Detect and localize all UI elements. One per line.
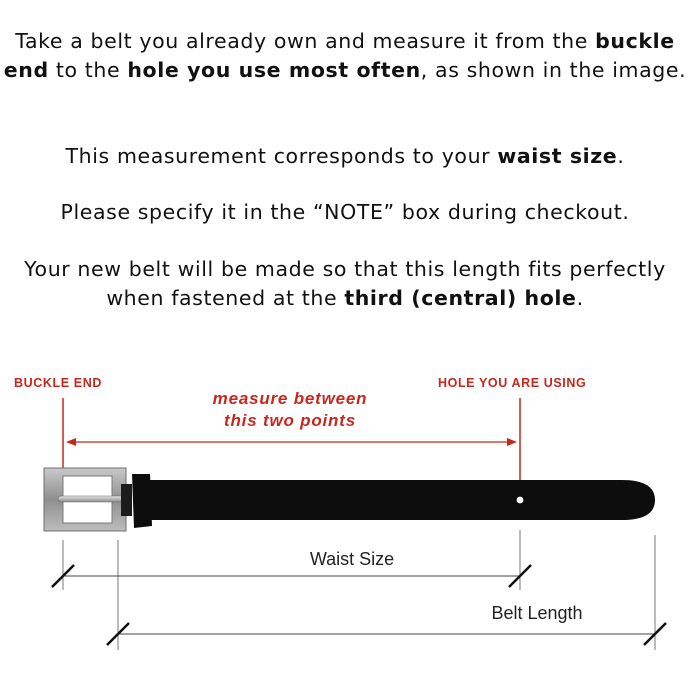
hole-label: HOLE YOU ARE USING: [438, 376, 587, 390]
belt-keeper-loop: [132, 474, 152, 528]
p4-text-1: Your new belt will be made so that this length fits perfectly when fastened at the: [24, 257, 666, 310]
belt-strap-end: [121, 484, 132, 516]
measure-arrow: [66, 438, 517, 446]
measure-label-line-2: this two points: [224, 411, 356, 430]
p1-bold-hole: hole you use most often: [127, 58, 421, 82]
measure-label-line-1: measure between: [212, 389, 368, 408]
instruction-paragraph-measure: [0, 27, 690, 85]
instruction-paragraph-fit: [0, 255, 690, 313]
p4-text-2: .: [576, 286, 584, 310]
waist-size-dimension: [52, 565, 531, 587]
belt-hole: [517, 497, 524, 504]
buckle-end-label: BUCKLE END: [14, 376, 102, 390]
p2-text-2: .: [617, 144, 625, 168]
p1-bold-buckle-end: buckle end: [3, 29, 675, 82]
instruction-paragraph-waist: [0, 142, 690, 171]
belt-buckle: [44, 468, 128, 531]
p1-text-1: Take a belt you already own and measure it from the: [15, 29, 596, 53]
p1-text-2: to the: [48, 58, 128, 82]
belt-strap: [150, 480, 655, 520]
waist-size-label: Waist Size: [309, 549, 395, 569]
p3-text-1: Please specify it in the “NOTE” box during checkout.: [60, 200, 630, 224]
belt-length-dimension: [107, 623, 666, 645]
belt-diagram-svg: [0, 340, 690, 690]
p1-text-3: , as shown in the image.: [420, 58, 687, 82]
belt-diagram: [0, 340, 690, 690]
p2-text-1: This measurement corresponds to your: [65, 144, 498, 168]
instruction-paragraph-note: [0, 198, 690, 227]
p2-bold-waist-size: waist size: [497, 144, 618, 168]
p4-bold-third-hole: third (central) hole: [344, 286, 577, 310]
belt-length-label: Belt Length: [491, 603, 583, 623]
